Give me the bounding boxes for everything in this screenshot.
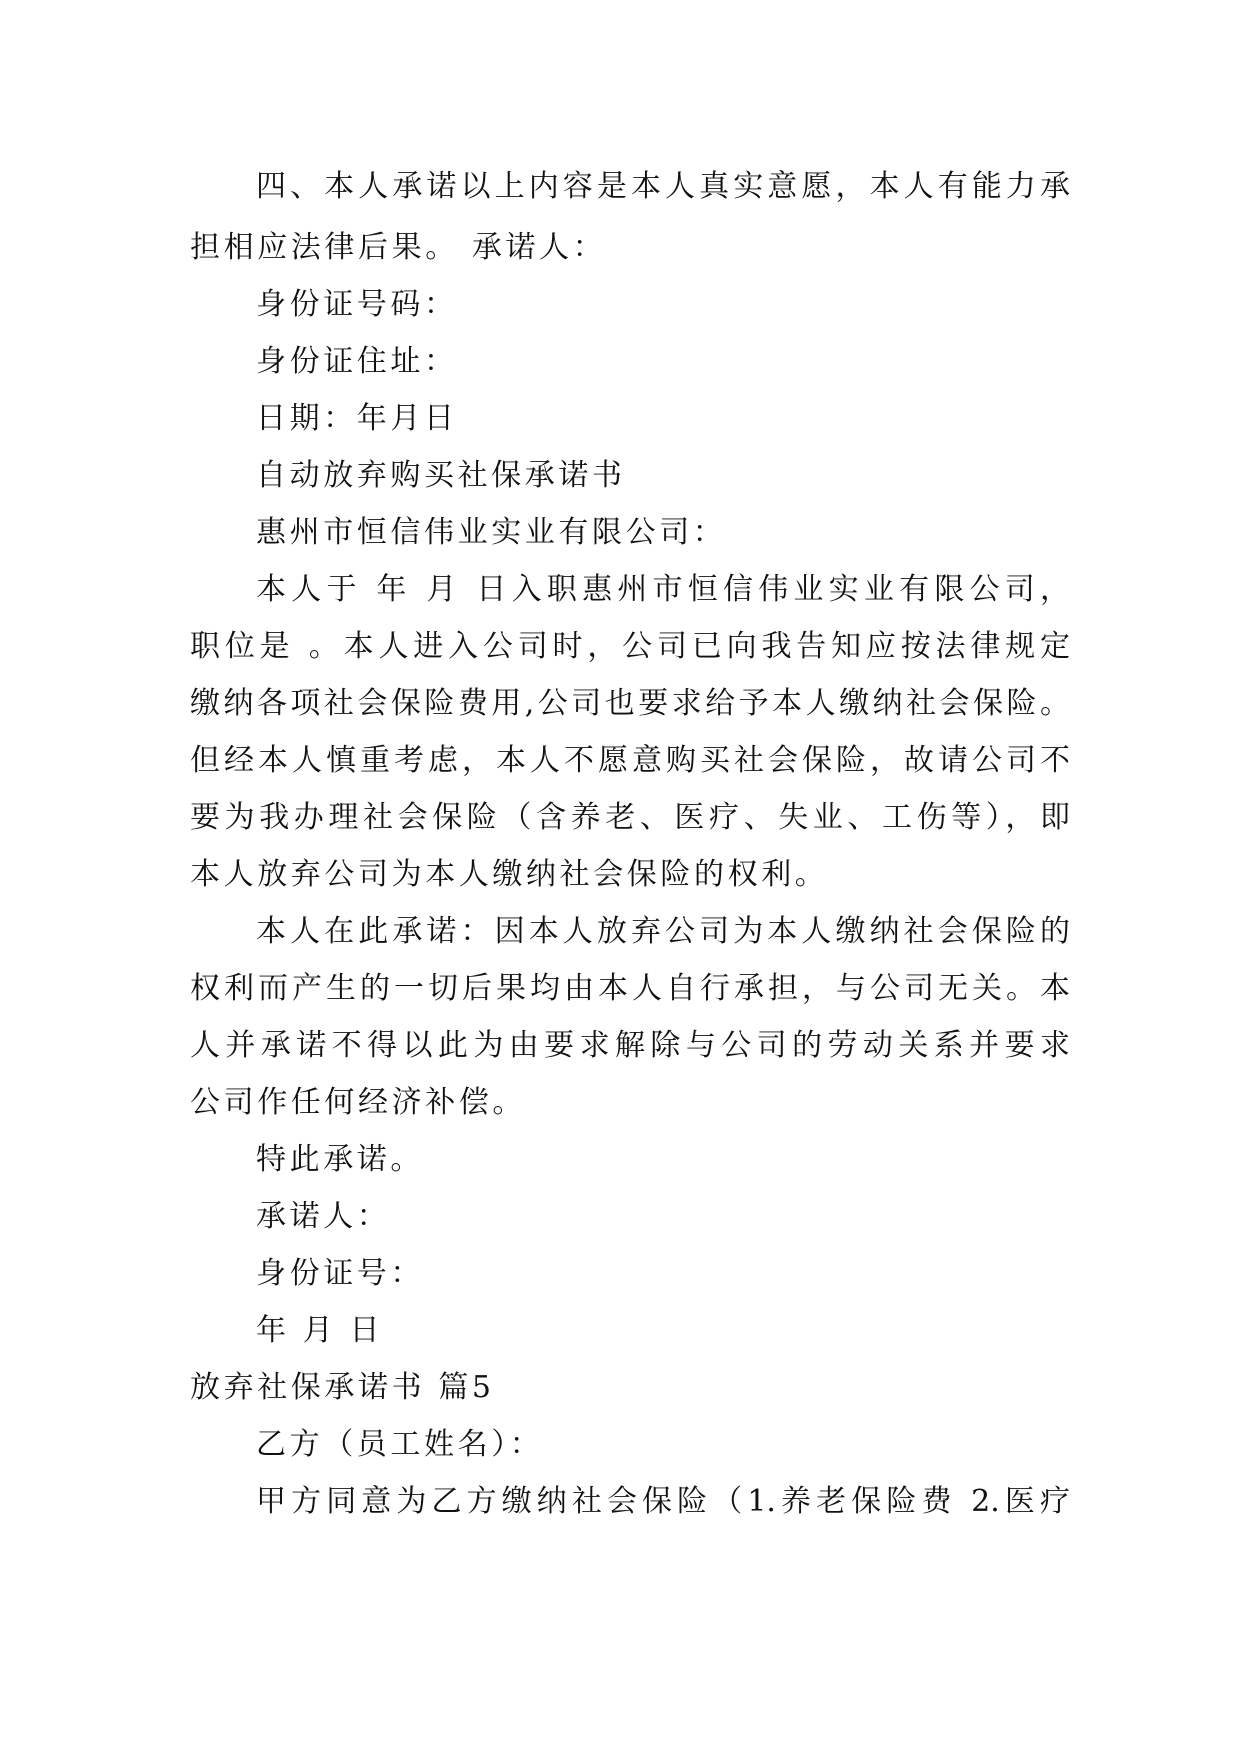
party-b-label: 乙方（员工姓名）： (256, 1427, 544, 1462)
id-number-label: 身份证号码： (256, 287, 458, 322)
body-para-1-line-2: 职位是 。本人进入公司时，公司已向我告知应按法律规定 (190, 629, 1070, 664)
addressee: 惠州市恒信伟业实业有限公司： (256, 515, 727, 550)
article-heading: 放弃社保承诺书 篇5 (190, 1370, 495, 1405)
promisor-label: 承诺人： (256, 1199, 391, 1234)
body-para-1-line-4: 但经本人慎重考虑，本人不愿意购买社会保险，故请公司不 (190, 743, 1070, 778)
body-para-2-line-2: 权利而产生的一切后果均由本人自行承担，与公司无关。本 (190, 971, 1070, 1006)
party-a-agreement-line: 甲方同意为乙方缴纳社会保险（1.养老保险费 2.医疗 (256, 1484, 1070, 1519)
body-para-2-line-4: 公司作任何经济补偿。 (190, 1085, 526, 1120)
body-para-2-line-1: 本人在此承诺：因本人放弃公司为本人缴纳社会保险的 (256, 914, 1070, 949)
body-para-2-line-3: 人并承诺不得以此为由要求解除与公司的劳动关系并要求 (190, 1028, 1070, 1063)
date-blank: 年 月 日 (256, 1313, 384, 1348)
body-para-1-line-6: 本人放弃公司为本人缴纳社会保险的权利。 (190, 857, 829, 892)
para-4-line-2: 担相应法律后果。 承诺人： (190, 230, 607, 265)
id-address-label: 身份证住址： (256, 344, 458, 379)
body-para-1-line-5: 要为我办理社会保险（含养老、医疗、失业、工伤等），即 (190, 800, 1070, 835)
id-number-label-2: 身份证号： (256, 1256, 424, 1291)
section-title: 自动放弃购买社保承诺书 (256, 458, 626, 493)
date-label: 日期：年月日 (256, 401, 458, 436)
body-para-1-line-3: 缴纳各项社会保险费用,公司也要求给予本人缴纳社会保险。 (190, 686, 1070, 721)
para-4-line-1: 四、本人承诺以上内容是本人真实意愿，本人有能力承 (256, 169, 1070, 204)
body-para-1-line-1: 本人于 年 月 日入职惠州市恒信伟业实业有限公司， (256, 572, 1070, 607)
closing-statement: 特此承诺。 (256, 1142, 424, 1177)
